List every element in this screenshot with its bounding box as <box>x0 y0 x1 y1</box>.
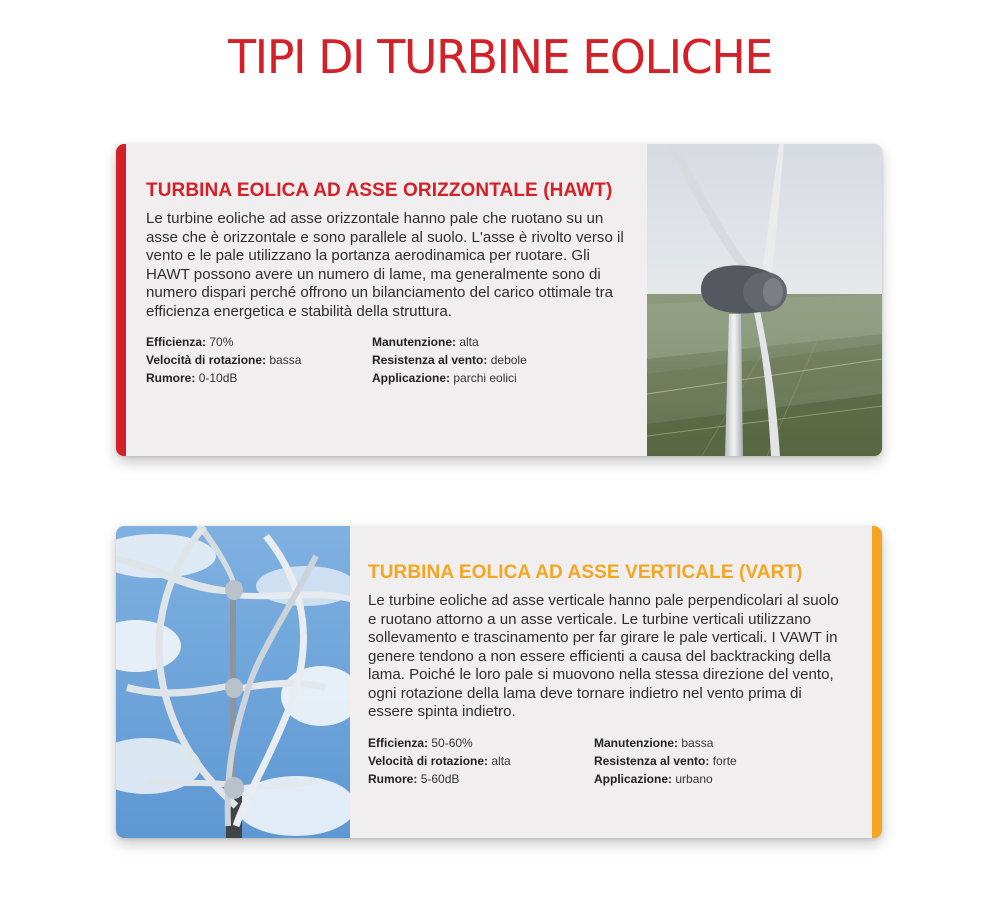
spec-label: Resistenza al vento: <box>372 353 488 367</box>
spec-value: bassa <box>681 735 714 750</box>
spec-value: 0-10dB <box>198 371 238 385</box>
spec-value: 50-60% <box>431 735 473 750</box>
hawt-spec-noise <box>146 369 301 387</box>
vawt-spec-wind-resistance <box>594 752 737 770</box>
vawt-photo-svg <box>116 526 350 838</box>
vawt-spec-maintenance <box>594 734 737 752</box>
hawt-description: Le turbine eoliche ad asse orizzontale hanno pale che ruotano su un asse che è orizzontale e sono parallele al suolo. L'asse è rivolto verso il vento e le pale utilizzano la portanza aerodinamica per ruotare. Gli HAWT possono avere un numero di lame, ma generalmente sono di numero dispari perché offrono un bilanciamento del carico ottimale tra efficienza energetica e stabilità della struttura. <box>146 210 624 320</box>
spec-value: 5-60dB <box>420 771 460 786</box>
spec-label: Rumore: <box>368 771 418 786</box>
page-title: TIPI DI TURBINE EOLICHE <box>228 30 772 84</box>
spec-value: urbano <box>675 771 713 786</box>
hawt-spec-application <box>372 369 527 387</box>
vawt-spec-noise <box>368 770 511 788</box>
hawt-card <box>116 144 882 456</box>
hawt-spec-rotation-speed <box>146 351 301 369</box>
hawt-spec-maintenance <box>372 333 527 351</box>
spec-value: alta <box>459 335 479 349</box>
hawt-spec-efficiency <box>146 333 301 351</box>
spec-label: Velocità di rotazione: <box>368 753 489 768</box>
spec-value: 70% <box>209 335 234 349</box>
spec-value: alta <box>491 753 511 768</box>
spec-value: bassa <box>269 353 302 367</box>
horizontal-axis-turbine-photo-icon <box>647 144 882 456</box>
hawt-specs-right <box>372 333 527 387</box>
spec-value: parchi eolici <box>453 371 517 385</box>
vawt-specs-right <box>594 734 737 788</box>
hawt-text-area <box>146 180 626 393</box>
vawt-text-area <box>368 562 848 794</box>
vawt-spec-efficiency <box>368 734 511 752</box>
vawt-description: Le turbine eoliche ad asse verticale hanno pale perpendicolari al suolo e ruotano attorno a un asse verticale. Le turbine verticali utilizzano sollevamento e trascinamento per far girare le pale verticali. I VAWT in genere tendono a non essere efficienti a causa del backtracking della lama. Poiché le loro pale si muovono nella stessa direzione del vento, ogni rotazione della lama deve tornare indietro nel vento prima di essere spinta indietro. <box>368 592 839 720</box>
vawt-spec-application <box>594 770 737 788</box>
spec-label: Efficienza: <box>368 735 429 750</box>
spec-label: Velocità di rotazione: <box>146 353 267 367</box>
vawt-spec-rotation-speed <box>368 752 511 770</box>
spec-value: debole <box>490 353 527 367</box>
spec-value: forte <box>712 753 737 768</box>
spec-label: Rumore: <box>146 371 196 385</box>
vawt-card <box>116 526 882 838</box>
hawt-accent-bar <box>116 144 126 456</box>
vawt-specs <box>368 734 848 794</box>
spec-label: Resistenza al vento: <box>594 753 710 768</box>
spec-label: Efficienza: <box>146 335 207 349</box>
spec-label: Manutenzione: <box>594 735 678 750</box>
vawt-specs-left <box>368 734 511 788</box>
hawt-photo-svg <box>647 144 882 456</box>
hawt-specs <box>146 333 626 393</box>
vertical-axis-turbine-photo-icon <box>116 526 350 838</box>
spec-label: Applicazione: <box>594 771 673 786</box>
hawt-title: TURBINA EOLICA AD ASSE ORIZZONTALE (HAWT) <box>146 180 613 201</box>
spec-label: Applicazione: <box>372 371 451 385</box>
vawt-accent-bar <box>872 526 882 838</box>
spec-label: Manutenzione: <box>372 335 456 349</box>
hawt-spec-wind-resistance <box>372 351 527 369</box>
hawt-specs-left <box>146 333 301 387</box>
vawt-title: TURBINA EOLICA AD ASSE VERTICALE (VART) <box>368 562 803 583</box>
